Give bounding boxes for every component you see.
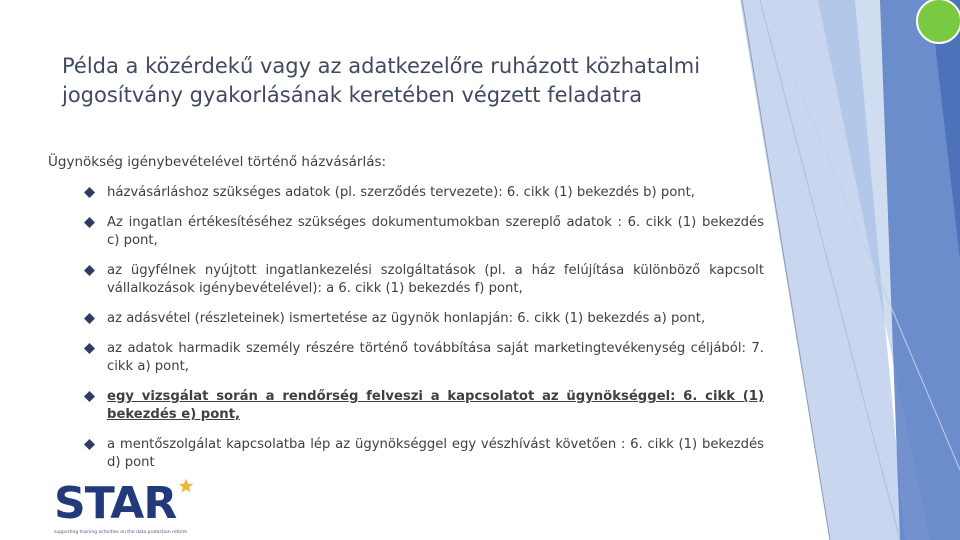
list-item-text-underlined: egy vizsgálat során a rendőrség felveszi a kapcsolatot az ügynökséggel: 6. cikk (1) bekezdés e) pont,	[107, 389, 764, 422]
list-item	[84, 214, 764, 250]
diamond-bullet-icon	[84, 391, 95, 402]
list-item-text: az adásvétel (részleteinek) ismertetése az ügynök honlapján: 6. cikk (1) bekezdés a) pont,	[107, 311, 706, 326]
list-item	[84, 262, 764, 298]
green-circle	[917, 0, 960, 43]
diamond-bullet-icon	[84, 217, 95, 228]
diamond-bullet-icon	[84, 439, 95, 450]
list-item-text: az ügyfélnek nyújtott ingatlankezelési szolgáltatások (pl. a ház felújítása különböző kapcsolt vállalkozások igénybevételével): a 6. cikk (1) bekezdés f) pont,	[107, 263, 764, 296]
list-item-text: az adatok harmadik személy részére történő továbbítása saját marketingtevékenység céljából: 7. cikk a) pont,	[107, 341, 764, 374]
list-item	[84, 340, 764, 376]
slide-title: Példa a közérdekű vagy az adatkezelőre ruházott közhatalmi jogosítvány gyakorlásának keretében végzett feladatra	[62, 54, 701, 107]
diamond-bullet-icon	[84, 313, 95, 324]
list-item-text: Az ingatlan értékesítéséhez szükséges dokumentumokban szereplő adatok : 6. cikk (1) bekezdés c) pont,	[107, 215, 764, 248]
diamond-bullet-icon	[84, 265, 95, 276]
intro-text: Ügynökség igénybevételével történő házvásárlás:	[48, 154, 387, 170]
list-item	[84, 436, 764, 472]
logo-subtitle: supporting training activities on the data protection reform	[54, 530, 188, 535]
logo-text: STAR	[54, 478, 177, 529]
star-logo	[54, 478, 204, 538]
diamond-bullet-icon	[84, 187, 95, 198]
diamond-bullet-icon	[84, 343, 95, 354]
star-icon	[178, 478, 194, 494]
list-item-text: házvásárláshoz szükséges adatok (pl. szerződés tervezete): 6. cikk (1) bekezdés b) pont,	[107, 185, 695, 200]
list-item-text: a mentőszolgálat kapcsolatba lép az ügynökséggel egy vészhívást követően : 6. cikk (1) bekezdés d) pont	[107, 437, 764, 470]
list-item	[84, 184, 764, 202]
list-item	[84, 388, 764, 424]
list-item	[84, 310, 764, 328]
bullet-list	[84, 184, 764, 484]
